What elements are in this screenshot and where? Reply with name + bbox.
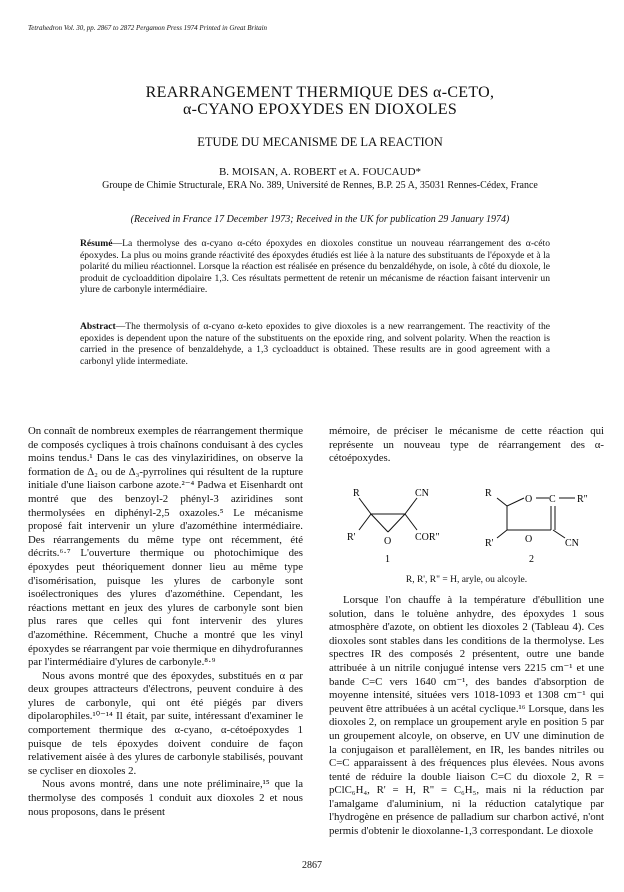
s1-cn: CN bbox=[415, 487, 429, 499]
s2-r-left: R' bbox=[485, 537, 494, 549]
structure-legend: R, R', R" = H, aryle, ou alcoyle. bbox=[405, 575, 528, 586]
s2-cn: CN bbox=[565, 537, 579, 549]
s1-r-left: R' bbox=[347, 531, 356, 543]
s1-number: 1 bbox=[385, 553, 390, 565]
structure-2-dioxole bbox=[485, 488, 588, 565]
s2-number: 2 bbox=[529, 553, 534, 565]
abstract-text: —The thermolysis of α-cyano α-keto epoxides to give dioxoles is a new rearrangement. The reactivity of the epoxides is dependent upon the nature of the substituents on the epoxide ring, and solvent polarity. When the reaction is carried in the presence of benzaldehyde, a 1,3 cycloadduct is obtained. These results are in good agreement with a carbonyl ylide intermediate. bbox=[80, 321, 550, 367]
received-dates: (Received in France 17 December 1973; Received in the UK for publication 29 January 1974) bbox=[130, 214, 510, 225]
left-paragraph-1: On connaît de nombreux exemples de réarrangement thermique de composés cycliques à trois chaînons conduisant à des cycles moins tendus.¹ Dans le cas des vinylaziridines, on observe la formation de Δ₂ ou de Δ₃-pyrrolines qui résultent de la rupture initiale d'une liaison carbone azote.²⁻⁴ Padwa et Eisenhardt ont montré que des benzoyl-2 phényl-3 aziridines sont thermolysées en diphényl-2,5 oxazoles.⁵ Le mécanisme proposé fait intervenir un ylure d'azométhine intermédiaire. Des réarrangements du même type ont récemment, été décrits.⁶·⁷ L'ouverture thermique ou photochimique des époxydes peut théoriquement donner lieu au même type d'isomérisation, puisque les ylures de carbonyle sont isoélectroniques des ylures d'azométhine. Cependant, les réactions mettant en jeux des ylures de carbonyle sont bien plus rares que celles qui font intervenir des ylures d'azométhine. Récemment, Chuche a montré que les vinyl époxydes se réarrangent par voie thermique en dihydrofurannes par l'intermédiaire d'ylures de carbonyle.⁸·⁹ bbox=[28, 425, 303, 669]
abstract-label: Abstract bbox=[80, 321, 116, 332]
s1-cor: COR" bbox=[415, 531, 440, 543]
s2-oxygen-1: O bbox=[525, 493, 533, 505]
chemical-structures bbox=[329, 472, 604, 568]
right-paragraph-2: Lorsque l'on chauffe à la température d'ébullition une solution, dans le toluène anhydre, des époxydes 1 sous atmosphère d'azote, on obtient les dioxoles 2 (Tableau 4). Ces dioxoles sont stables dans les conditions de la thermolyse. Les spectres IR des composés 2 présentent, outre une bande attribuée à un nitrile conjugué intense vers 2215 cm⁻¹ et une bande C=C vers 1640 cm⁻¹, des bandes d'absorption de moyenne intensité, situées vers 1018-1093 et 1308 cm⁻¹ qui peuvent être attribuées à un acétal cyclique.¹⁶ Lorsque, dans les dioxoles 2, on remplace un groupement aryle en position 5 par un groupement alcoyle, on observe, en UV une diminution de la conjugaison et parallèlement, en IR, les bandes nitriles ou C=C apparaissent à des fréquences plus élevées. Nous avons tenté de réduire la double liaison C=C du dioxole 2, R = pClC₆H₄, R' = H, R" = C₆H₅, mais ni la réduction par l'amalgame d'aluminium, ni la réduction catalytique par l'hydrogène en présence de palladium sur charbon activé, n'ont permis d'obtenir le dioxolanne-1,3 correspondant. Le dioxole bbox=[329, 593, 604, 838]
s2-carbon: C bbox=[549, 493, 556, 505]
affiliation: Groupe de Chimie Structurale, ERA No. 389, Université de Rennes, B.P. 25 A, 35031 Rennes-Cédex, France bbox=[102, 180, 538, 191]
page-number: 2867 bbox=[302, 860, 322, 871]
title-line-2: α-CYANO EPOXYDES EN DIOXOLES bbox=[182, 101, 458, 118]
subtitle: ETUDE DU MECANISME DE LA REACTION bbox=[197, 135, 443, 149]
s2-oxygen-2: O bbox=[525, 533, 533, 545]
right-paragraph-1: mémoire, de préciser le mécanisme de cette réaction qui représente un nouveau type de réarrangement des α-cétoépoxydes. bbox=[329, 425, 604, 465]
title-line-1: REARRANGEMENT THERMIQUE DES α-CETO, bbox=[145, 84, 495, 101]
abstract-block bbox=[80, 321, 550, 367]
journal-header: Tetrahedron Vol. 30, pp. 2867 to 2872 Pergamon Press 1974 Printed in Great Britain bbox=[28, 24, 268, 32]
s2-r-right: R" bbox=[577, 493, 588, 505]
left-column bbox=[28, 425, 303, 819]
resume-label: Résumé bbox=[80, 238, 113, 249]
authors: B. MOISAN, A. ROBERT et A. FOUCAUD* bbox=[218, 166, 422, 178]
s2-r-top: R bbox=[485, 487, 492, 499]
s1-oxygen: O bbox=[384, 535, 392, 547]
s1-r-top: R bbox=[353, 487, 360, 499]
left-paragraph-3: Nous avons montré, dans une note préliminaire,¹⁵ que la thermolyse des composés 1 conduit aux dioxoles 2 et nous nous proposons, dans le présent bbox=[28, 778, 303, 818]
left-paragraph-2: Nous avons montré que des époxydes, substitués en α par deux groupes attracteurs d'électrons, peuvent conduire à des ylures de carbonyle, qui ont été piégés par divers dipolarophiles.¹⁰⁻¹⁴ Il était, par suite, intéressant d'examiner le comportement thermique des α-cyano, α-cétoépoxydes 1 puisque de tels époxydes doivent conduire de façon relativement aisée à des ylures de carbonyle stabilisés, pouvant se cycliser en dioxoles 2. bbox=[28, 669, 303, 777]
resume-block bbox=[80, 238, 550, 296]
structure-1-epoxide bbox=[347, 488, 440, 565]
resume-text: —La thermolyse des α-cyano α-céto époxydes en dioxoles constitue un nouveau réarrangement des α-céto époxydes. La plus ou moins grande réactivité des époxydes étudiés est liée à la nature des substituants de l'époxyde et à la polarité du milieu réactionnel. Lorsque la réaction est réalisée en présence du benzaldéhyde, on isole, à côté du dioxole, le produit de cycloaddition dipolaire 1,3. Ces résultats permettent de retenir un mécanisme de réaction faisant intervenir un ylure de carbonyle intermédiaire. bbox=[80, 238, 550, 296]
right-column bbox=[329, 425, 604, 839]
